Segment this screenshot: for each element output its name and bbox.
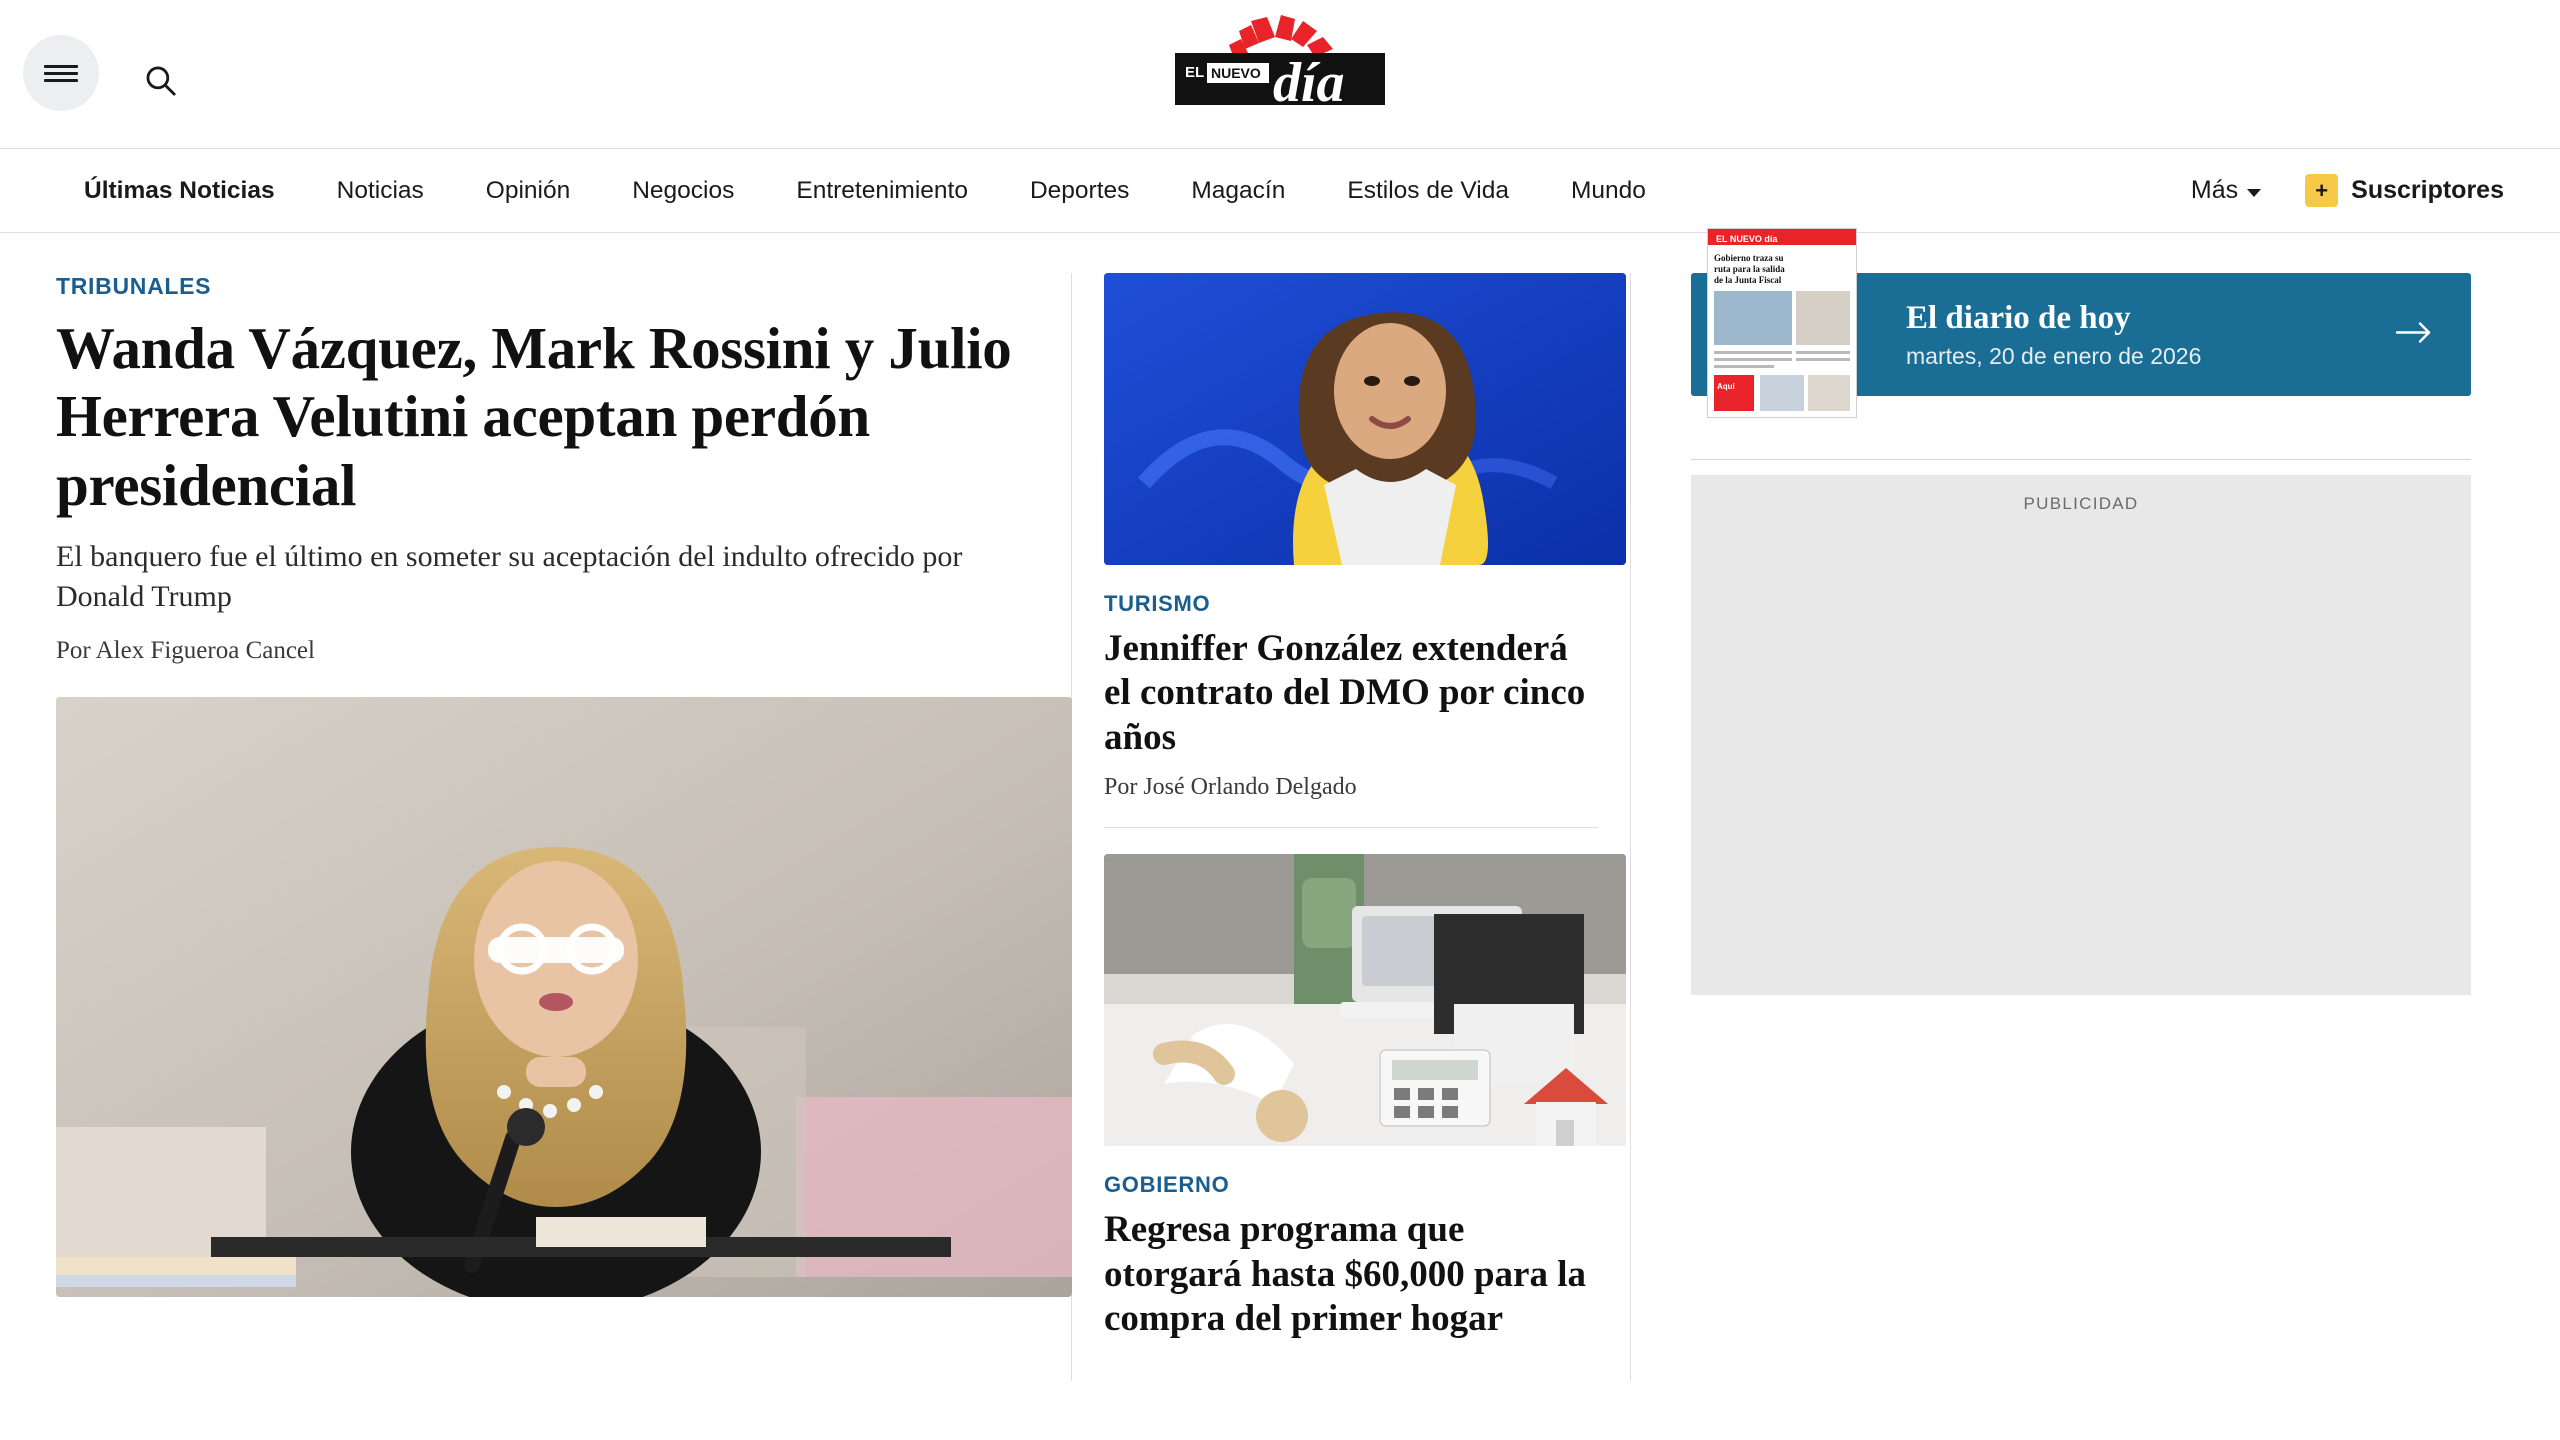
story-image-gobierno[interactable]	[1104, 854, 1626, 1146]
lead-headline[interactable]: Wanda Vázquez, Mark Rossini y Julio Herrera Velutini aceptan perdón presidencial	[56, 315, 1012, 518]
svg-text:Gobierno traza su: Gobierno traza su	[1714, 253, 1784, 263]
hamburger-icon[interactable]	[23, 35, 99, 111]
nav-item-opinion[interactable]: Opinión	[485, 176, 571, 204]
svg-text:EL: EL	[1185, 64, 1205, 81]
diario-date: martes, 20 de enero de 2026	[1906, 342, 2202, 369]
subscribers-button[interactable]	[2305, 174, 2504, 207]
site-header	[0, 0, 2560, 148]
story-byline-turismo: Por José Orlando Delgado	[1104, 774, 1357, 801]
divider	[1691, 459, 2471, 460]
arrow-right-icon[interactable]	[2395, 320, 2433, 349]
lead-story-column	[56, 273, 1071, 1381]
svg-text:de la Junta Fiscal: de la Junta Fiscal	[1714, 275, 1782, 285]
nav-item-entretenimiento[interactable]: Entretenimiento	[796, 176, 968, 204]
advertisement-slot[interactable]	[1691, 475, 2471, 995]
nav-item-magacin[interactable]: Magacín	[1191, 176, 1286, 204]
diario-title: El diario de hoy	[1906, 299, 2131, 336]
lead-image[interactable]	[56, 697, 1072, 1297]
nav-item-negocios[interactable]: Negocios	[632, 176, 735, 204]
main-content	[0, 233, 2560, 1381]
diario-de-hoy-banner[interactable]	[1691, 234, 2471, 396]
nav-right-group	[2191, 174, 2504, 207]
nav-items	[56, 177, 1677, 205]
story-card-turismo	[1104, 273, 1598, 827]
lead-byline: Por Alex Figueroa Cancel	[56, 636, 315, 664]
story-headline-gobierno[interactable]: Regresa programa que otorgará hasta $60,000 para la compra del primer hogar	[1104, 1209, 1586, 1339]
site-logo[interactable]	[1150, 14, 1410, 126]
svg-text:EL NUEVO día: EL NUEVO día	[1716, 234, 1778, 244]
story-headline-turismo[interactable]: Jenniffer González extenderá el contrato del DMO por cinco años	[1104, 628, 1586, 758]
nav-item-noticias[interactable]: Noticias	[336, 176, 424, 204]
lead-deck: El banquero fue el último en someter su aceptación del indulto ofrecido por Donald Trump	[56, 540, 963, 613]
nav-item-estilos-de-vida[interactable]: Estilos de Vida	[1347, 176, 1509, 204]
svg-text:ruta para la salida: ruta para la salida	[1714, 264, 1785, 274]
svg-text:NUEVO: NUEVO	[1211, 65, 1261, 81]
nav-more-dropdown[interactable]	[2191, 176, 2261, 205]
search-icon[interactable]	[135, 55, 185, 105]
nav-item-deportes[interactable]: Deportes	[1029, 176, 1130, 204]
svg-text:Aquí: Aquí	[1717, 382, 1735, 391]
newspaper-cover-thumbnail	[1707, 228, 1857, 418]
story-kicker-gobierno[interactable]: GOBIERNO	[1104, 1172, 1230, 1198]
story-card-gobierno	[1104, 827, 1598, 1381]
secondary-stories-column	[1071, 273, 1631, 1381]
subscribers-label: Suscriptores	[2351, 176, 2504, 204]
svg-text:día: día	[1273, 52, 1345, 114]
right-rail	[1631, 234, 2471, 1381]
chevron-down-icon	[2247, 189, 2261, 197]
nav-more-label: Más	[2190, 176, 2239, 204]
diario-text-group	[1906, 300, 2201, 370]
nav-item-mundo[interactable]: Mundo	[1570, 176, 1646, 204]
advertisement-label: PUBLICIDAD	[2023, 494, 2139, 513]
main-navigation	[0, 148, 2560, 233]
story-image-turismo[interactable]	[1104, 273, 1626, 565]
story-kicker-turismo[interactable]: TURISMO	[1104, 591, 1211, 616]
subscribers-badge-icon: +	[2305, 174, 2338, 207]
lead-kicker[interactable]: TRIBUNALES	[56, 273, 212, 299]
nav-item-ultimas-noticias[interactable]: Últimas Noticias	[84, 176, 275, 204]
